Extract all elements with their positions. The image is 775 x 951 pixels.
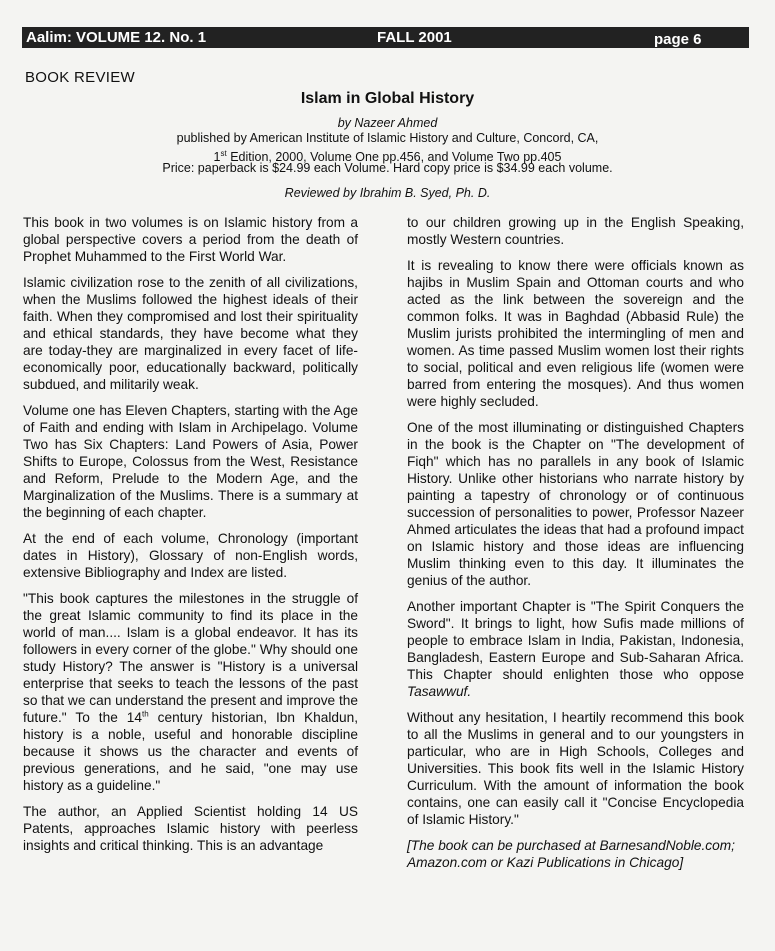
paragraph: Volume one has Eleven Chapters, starting with the Age of Faith and ending with Islam in Archipelago. Volume Two has Six Chapters: Land Powers of Asia, Power Shifts to Europe, Colossus from the West, Resistance and Reform, Prelude to the Modern Age, and the Marginalization of the Muslims. There is a summary at the beginning of each chapter. [23, 403, 358, 520]
left-column [23, 214, 358, 863]
paragraph-text: century historian, Ibn Khaldun, history is a noble, useful and honorable discipline because it shows us the character and events of previous generations, and he said, "one may use history as a guideline." [23, 710, 358, 793]
paragraph: Without any hesitation, I heartily recommend this book to all the Muslims in general and to our youngsters in particular, who are in High Schools, Colleges and Universities. This book fits well in the Islamic History Curriculum. With the amount of information the book contains, one can easily call it "Concise Encyclopedia of Islamic History." [407, 710, 744, 827]
purchase-note: [The book can be purchased at BarnesandNoble.com; Amazon.com or Kazi Publications in Chicago] [407, 838, 735, 870]
italic-term: Tasawwuf. [407, 684, 472, 699]
paragraph: to our children growing up in the English Speaking, mostly Western countries. [407, 215, 744, 247]
price-line: Price: paperback is $24.99 each Volume. Hard copy price is $34.99 each volume. [162, 161, 613, 175]
publisher-line: published by American Institute of Islamic History and Culture, Concord, CA, [176, 131, 599, 145]
paragraph: At the end of each volume, Chronology (important dates in History), Glossary of non-English words, extensive Bibliography and Index are listed. [23, 531, 358, 580]
page-number-label: page 6 [654, 31, 702, 48]
paragraph [407, 598, 744, 700]
paragraph: One of the most illuminating or distinguished Chapters in the book is the Chapter on "The development of Fiqh" which has no parallels in any book of Islamic History. Unlike other historians who narrate history by painting a tapestry of chronology or of continuous succession of personalities to power, Professor Nazeer Ahmed articulates the ideas that had a profound impact on Islamic history and those ideas are influencing Muslim thinking even to this day. It illuminates the genius of the author. [407, 420, 744, 588]
journal-volume-label: Aalim: VOLUME 12. No. 1 [26, 29, 207, 46]
edition-suffix: st [220, 149, 227, 158]
edition-details: Edition, 2000, Volume One pp.456, and Volume Two pp.405 [226, 150, 562, 165]
reviewer-line: Reviewed by Ibrahim B. Syed, Ph. D. [284, 186, 491, 200]
article-title: Islam in Global History [300, 90, 475, 107]
section-label: BOOK REVIEW [25, 69, 135, 86]
paragraph-text: Another important Chapter is "The Spirit Conquers the Sword". It brings to light, how Sufis made millions of people to embrace Islam in India, Pakistan, Indonesia, Bangladesh, Eastern Europe and Sub-Saharan Africa. This Chapter should enlighten those who oppose [407, 599, 744, 682]
issue-season-label: FALL 2001 [377, 29, 452, 46]
paragraph-text: "This book captures the milestones in the struggle of the great Islamic community to find its place in the world of man.... Islam is a global endeavor. It has its followers in every corner of the globe." Why should one study History? The answer is "History is a universal enterprise that seeks to teach the lessons of the past so that we can understand the present and improve the future." To the 14 [23, 591, 358, 725]
page-header-bar [22, 27, 749, 48]
paragraph: This book in two volumes is on Islamic history from a global perspective covers a period from the death of Prophet Muhammed to the First World War. [23, 215, 358, 264]
right-column [407, 214, 744, 880]
paragraph: The author, an Applied Scientist holding 14 US Patents, approaches Islamic history with peerless insights and critical thinking. This is an advantage [23, 804, 358, 853]
paragraph [23, 590, 358, 794]
edition-number: 1 [213, 150, 221, 165]
ordinal-suffix: th [142, 709, 149, 719]
book-author: by Nazeer Ahmed [337, 116, 438, 130]
paragraph: It is revealing to know there were officials known as hajibs in Muslim Spain and Ottoman courts and who acted as the link between the sovereign and the common folks. It was in Baghdad (Abbasid Rule) the Muslim jurists prohibited the intermingling of men and women. As time passed Muslim women lost their rights to social, political and even religious life (women were barred from entering the mosques). And thus women were highly secluded. [407, 258, 744, 409]
paragraph: Islamic civilization rose to the zenith of all civilizations, when the Muslims followed the highest ideals of their faith. When they compromised and lost their spirituality and ethical standards, they have become what they are today-they are marginalized in every facet of life-economically poor, educationally backward, politically subdued, and militarily weak. [23, 275, 358, 392]
